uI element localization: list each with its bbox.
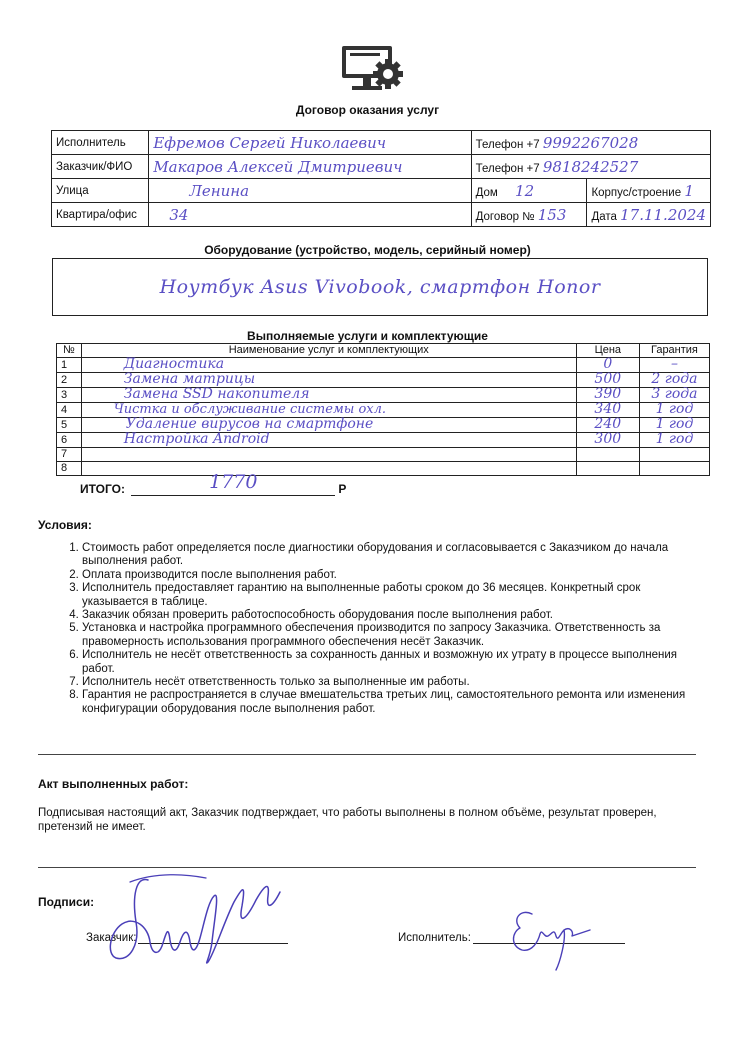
services-table (56, 343, 710, 476)
contract-date: 17.11.2024 (620, 205, 706, 224)
condition-item: 6. Исполнитель не несёт ответственность за сохранность данных и возможную их утрату в процессе выполнения работ. (82, 649, 692, 676)
executor-name: Ефремов Сергей Николаевич (153, 133, 387, 152)
divider (38, 754, 696, 755)
service-warranty: 3 года (651, 386, 698, 402)
executor-phone: 9992267028 (542, 133, 639, 152)
service-name: Чистка и обслуживание системы охл. (113, 402, 387, 417)
service-price: 500 (594, 371, 622, 387)
contract-number: 153 (537, 205, 567, 224)
service-price: 0 (603, 356, 613, 372)
services-title: Выполняемые услуги и комплектующие (247, 329, 488, 343)
executor-signature (508, 900, 598, 975)
service-warranty: 1 год (655, 401, 694, 417)
building-value: 1 (684, 181, 694, 200)
service-name: Замена SSD накопителя (123, 386, 310, 402)
street-label: Улица (52, 179, 149, 203)
service-warranty: 1 год (655, 416, 694, 432)
service-warranty: – (670, 356, 678, 372)
street-value: Ленина (189, 181, 250, 200)
col-name: Наименование услуг и комплектующих (81, 344, 576, 358)
condition-item: 7. Исполнитель несёт ответственность только за выполненные им работы. (82, 676, 692, 689)
executor-signature-label: Исполнитель: (398, 932, 471, 944)
col-warranty: Гарантия (639, 344, 709, 358)
total-field (131, 471, 335, 496)
condition-item: 8. Гарантия не распространяется в случае вмешательства третьих лиц, самостоятельного ремонта или изменения конфигурации оборудования после выполнения работ. (82, 689, 692, 716)
act-text: Подписывая настоящий акт, Заказчик подтверждает, что работы выполнены в полном объёме, результат проверен, претензий не имеет. (38, 807, 657, 833)
service-warranty: 1 год (655, 431, 694, 447)
row-number: 2 (57, 373, 82, 388)
row-number: 6 (57, 433, 82, 448)
contract-label: Договор № (475, 210, 535, 223)
col-number: № (57, 344, 82, 358)
signatures-title: Подписи: (38, 895, 95, 909)
conditions-list (42, 542, 692, 716)
customer-name: Макаров Алексей Дмитриевич (153, 157, 403, 176)
service-name: Замена матрицы (123, 371, 256, 387)
parties-table (51, 130, 711, 227)
apartment-label: Квартира/офис (52, 203, 149, 227)
house-label: Дом (475, 186, 498, 199)
apartment-value: 34 (169, 205, 189, 224)
service-name: Диагностика (123, 356, 225, 372)
service-warranty: 2 года (651, 371, 698, 387)
customer-signature-label: Заказчик: (86, 932, 137, 944)
condition-item: 1. Стоимость работ определяется после диагностики оборудования и согласовывается с Заказчиком до начала выполнения работ. (82, 542, 692, 569)
row-number: 8 (57, 462, 82, 476)
service-price: 390 (594, 386, 622, 402)
equipment-box (52, 258, 708, 316)
row-number: 3 (57, 388, 82, 403)
row-number: 1 (57, 358, 82, 373)
row-number: 5 (57, 418, 82, 433)
row-number: 4 (57, 403, 82, 418)
customer-phone-label: Телефон +7 (475, 162, 540, 175)
total-label: ИТОГО: (80, 482, 125, 496)
house-value: 12 (515, 181, 535, 200)
total-value: 1770 (209, 471, 258, 493)
col-price: Цена (576, 344, 639, 358)
computer-repair-icon (340, 44, 406, 94)
table-row (57, 448, 710, 462)
service-price: 300 (594, 431, 622, 447)
document-title: Договор оказания услуг (295, 103, 440, 117)
condition-item: 3. Исполнитель предоставляет гарантию на выполненные работы сроком до 36 месяцев. Конкретный срок указывается в таблице. (82, 582, 692, 609)
customer-phone: 9818242527 (542, 157, 639, 176)
date-label: Дата (591, 210, 617, 223)
service-name: Настройка Android (123, 431, 270, 447)
service-price: 240 (594, 416, 622, 432)
total-currency: Р (338, 482, 347, 496)
table-row (57, 433, 710, 448)
act-title: Акт выполненных работ: (38, 777, 189, 791)
customer-label: Заказчик/ФИО (52, 155, 149, 179)
equipment-title: Оборудование (устройство, модель, серийный номер) (204, 243, 531, 257)
building-label: Корпус/строение (591, 186, 682, 199)
row-number: 7 (57, 448, 82, 462)
condition-item: 4. Заказчик обязан проверить работоспособность оборудования после выполнения работ. (82, 609, 692, 622)
condition-item: 2. Оплата производится после выполнения работ. (82, 569, 692, 582)
equipment-value: Ноутбук Asus Vivobook, смартфон Honor (159, 276, 601, 298)
total-line (80, 471, 347, 496)
service-price: 340 (594, 401, 622, 417)
customer-signature (96, 862, 296, 982)
service-name: Удаление вирусов на смартфоне (125, 416, 374, 432)
executor-phone-label: Телефон +7 (475, 138, 540, 151)
condition-item: 5. Установка и настройка программного обеспечения производится по запросу Заказчика. Ответственность за правомерность использования программного обеспечения несёт Заказчик. (82, 622, 692, 649)
executor-label: Исполнитель (52, 131, 149, 155)
conditions-title: Условия: (38, 518, 92, 532)
